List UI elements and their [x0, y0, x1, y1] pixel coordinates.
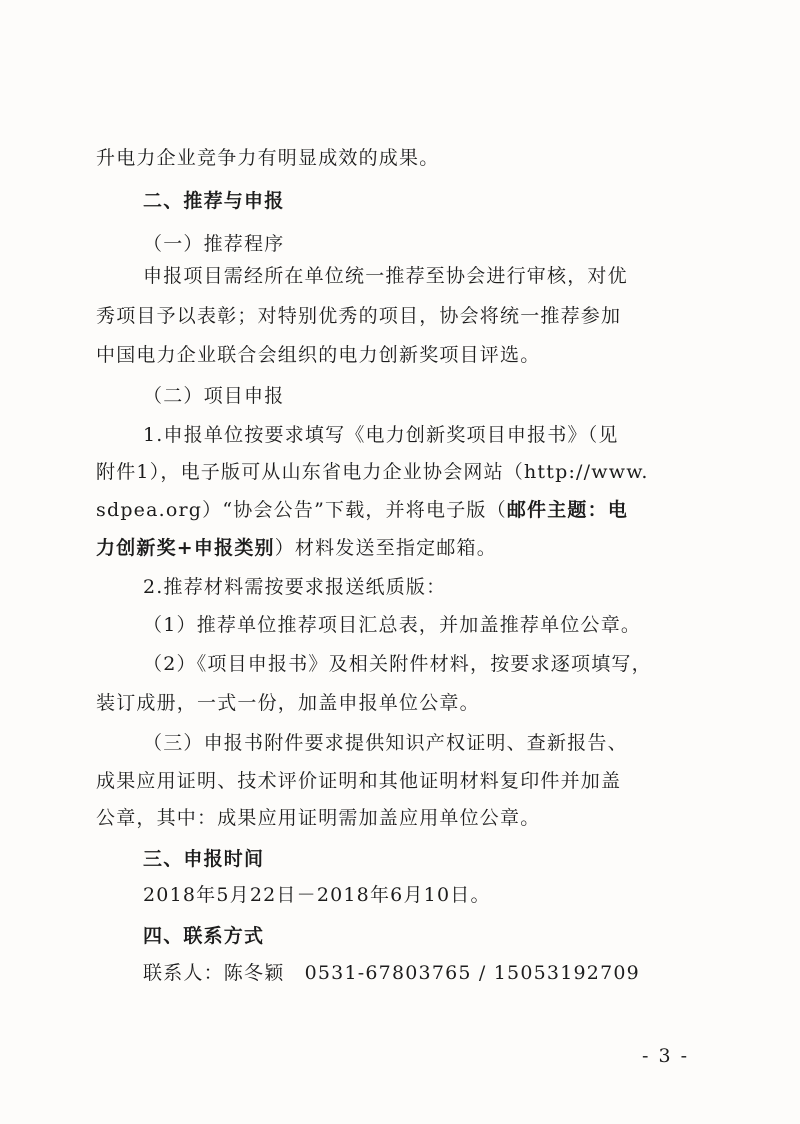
paragraph-line: 申报项目需经所在单位统一推荐至协会进行审核，对优: [143, 265, 628, 287]
email-subject-emphasis: 邮件主题：电: [506, 499, 629, 521]
paragraph-line: 秀项目予以表彰；对特别优秀的项目，协会将统一推荐参加: [96, 305, 622, 327]
text-segment: sdpea.org）“协会公告”下载，并将电子版（: [96, 499, 507, 521]
paragraph-line: [96, 534, 696, 562]
paragraph-line: 公章，其中：成果应用证明需加盖应用单位公章。: [96, 807, 541, 829]
paragraph-line: 升电力企业竞争力有明显成效的成果。: [96, 147, 440, 169]
paragraph-line: 1.申报单位按要求填写《电力创新奖项目申报书》（见: [143, 424, 619, 446]
paragraph-line: （1）推荐单位推荐项目汇总表，并加盖推荐单位公章。: [143, 614, 642, 636]
paragraph-line: 成果应用证明、技术评价证明和其他证明材料复印件并加盖: [96, 770, 622, 792]
contact-info: 联系人：陈冬颖 0531-67803765 / 15053192709: [143, 962, 640, 984]
paragraph-line: （2）《项目申报书》及相关附件材料，按要求逐项填写，: [143, 653, 652, 675]
paragraph-line: [96, 496, 696, 524]
paragraph-line: （三）申报书附件要求提供知识产权证明、查新报告、: [143, 732, 628, 754]
section-heading-contact: 四、联系方式: [143, 925, 265, 947]
subsection-heading-application: （二）项目申报: [143, 385, 285, 407]
email-subject-emphasis: 力创新奖+申报类别: [96, 537, 275, 559]
paragraph-line: 装订成册，一式一份，加盖申报单位公章。: [96, 692, 480, 714]
subsection-heading-procedure: （一）推荐程序: [143, 233, 285, 255]
text-segment: ）材料发送至指定邮箱。: [274, 537, 497, 559]
paragraph-line: 中国电力企业联合会组织的电力创新奖项目评选。: [96, 344, 541, 366]
paragraph-line: 附件1），电子版可从山东省电力企业协会网站（http://www.: [96, 461, 649, 483]
paragraph-line: 2.推荐材料需按要求报送纸质版：: [143, 576, 447, 598]
section-heading-recommend: 二、推荐与申报: [143, 190, 285, 212]
section-heading-time: 三、申报时间: [143, 848, 265, 870]
date-range: 2018年5月22日－2018年6月10日。: [143, 884, 491, 906]
page-number: - 3 -: [642, 1045, 690, 1067]
